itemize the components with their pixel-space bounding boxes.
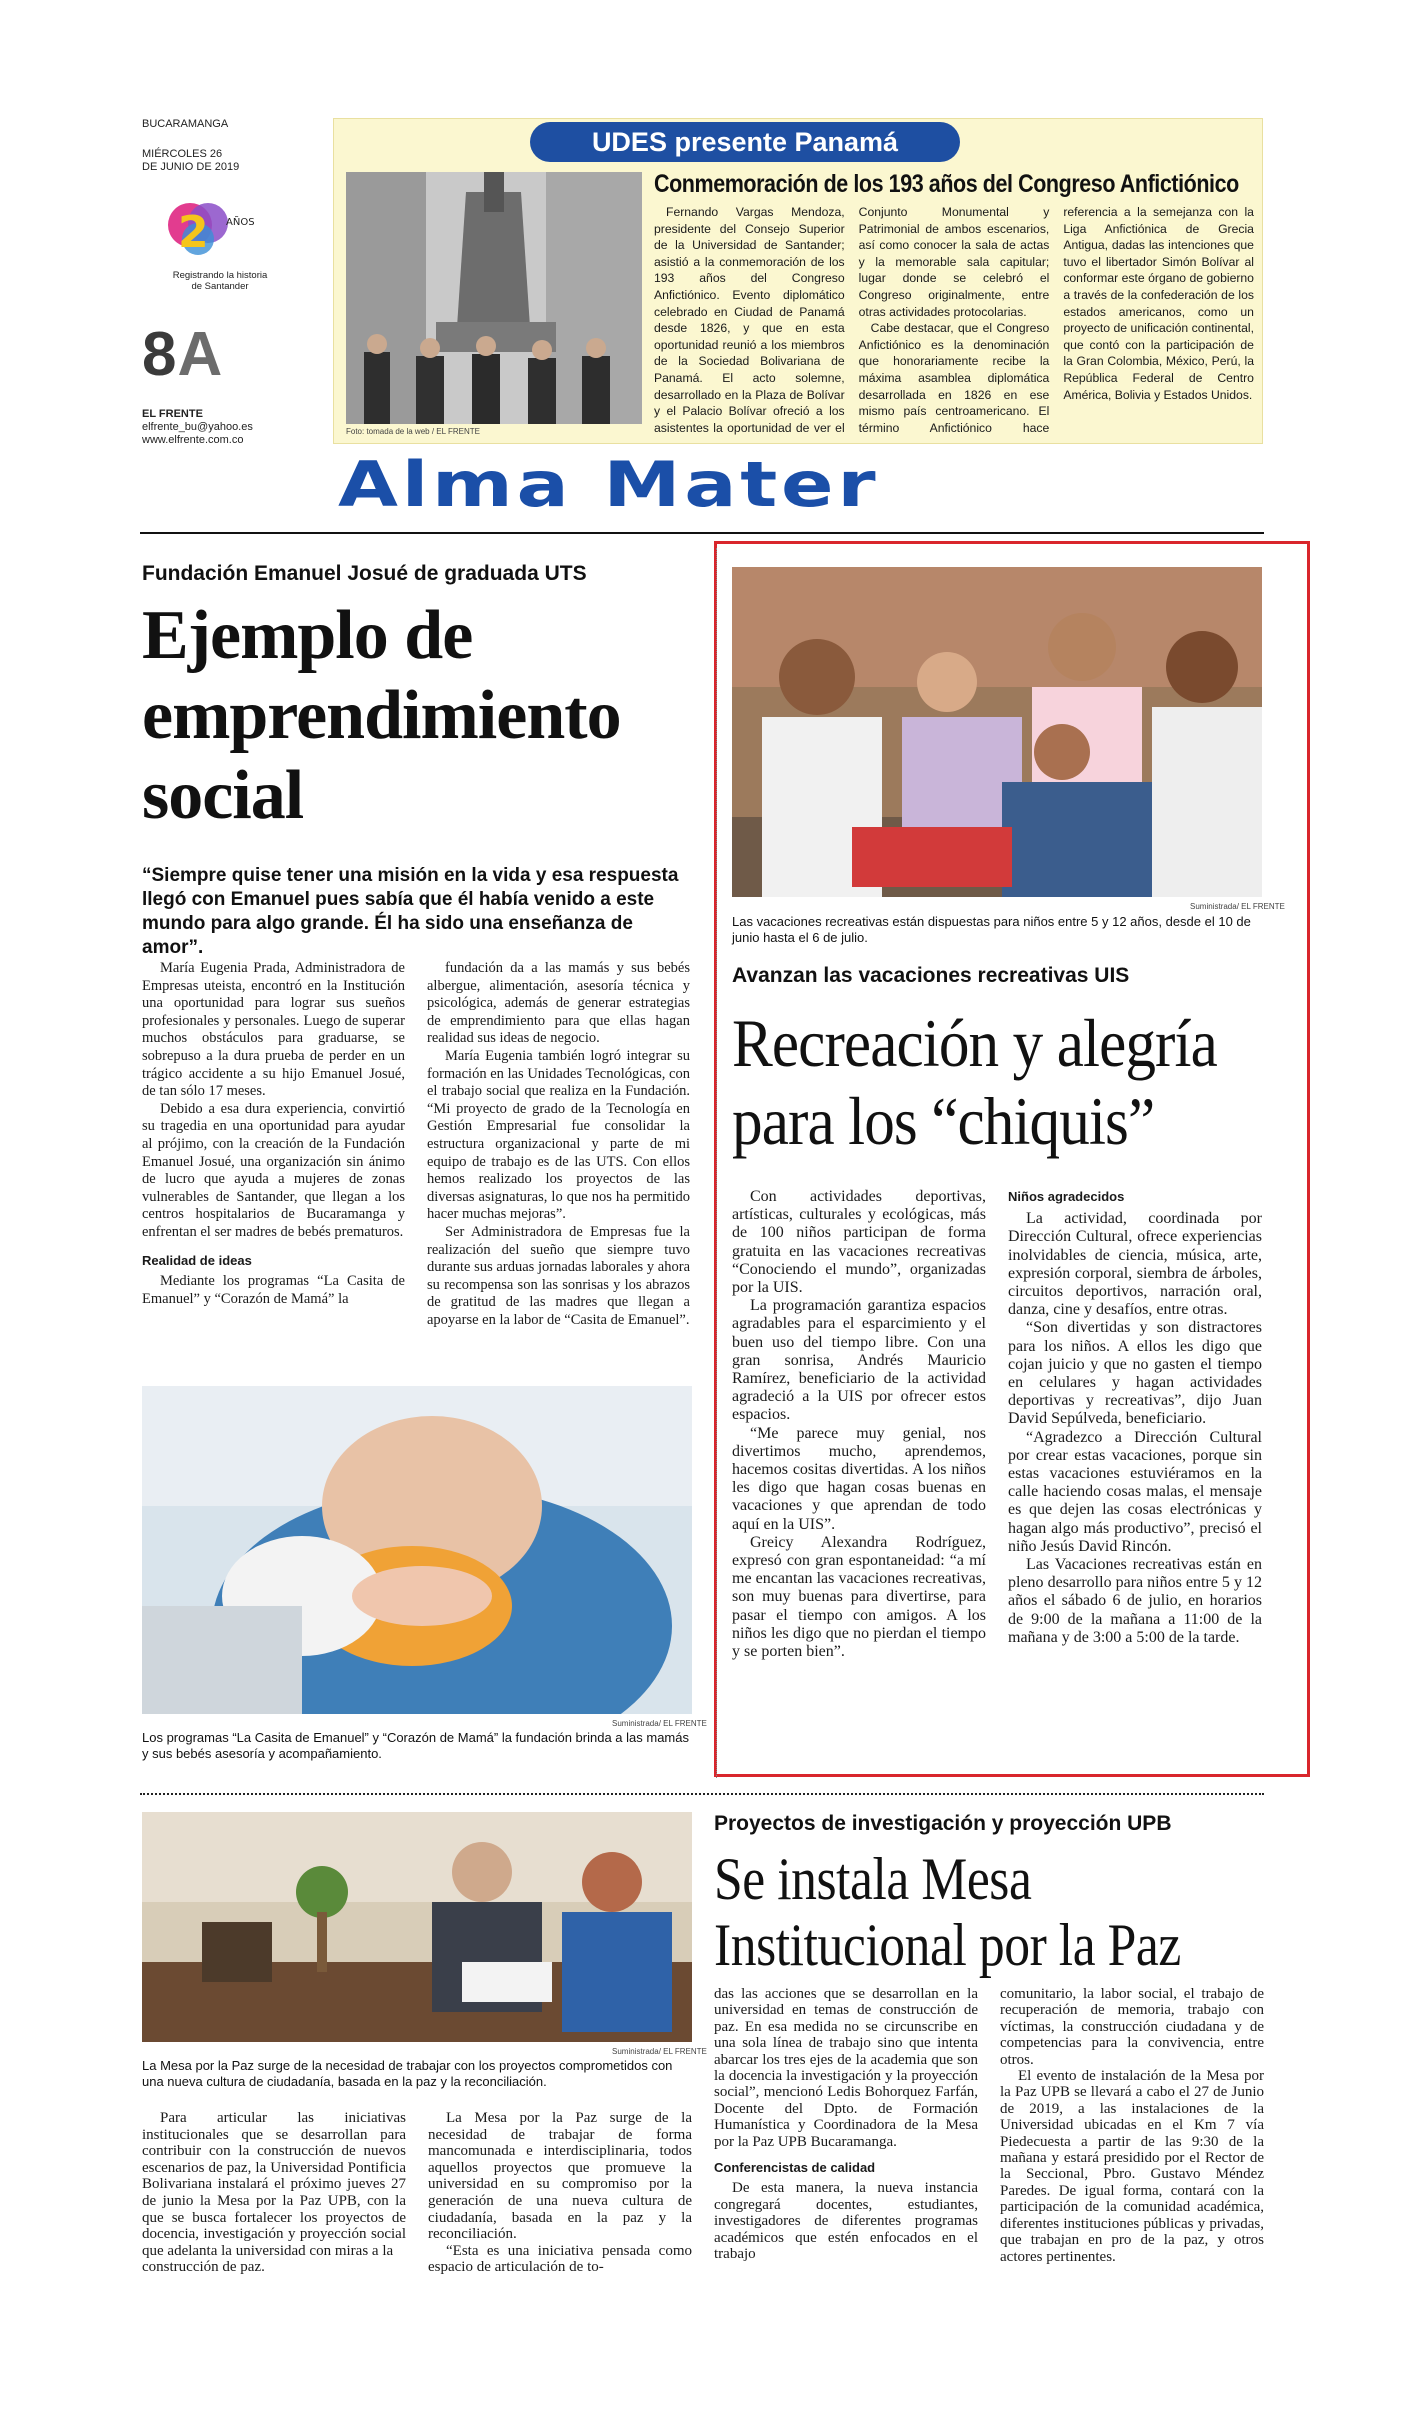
- page-number: [142, 320, 223, 390]
- upb-paragraph: El evento de instalación de la Mesa por la Paz UPB se llevará a cabo el 27 de Junio de 2019, a las instalaciones de la Universidad ubicadas en el Km 7 vía Piedecuesta a partir de las 9:30 de la mañana y estará presidido por el Rector de la Seccional, Pbro. Gustavo Méndez Paredes. De igual forma, contará con la participación de la comunidad académica, diferentes instituciones públicas y privadas, que trabajan en pro de la paz, y otros actores pertinentes.: [1000, 2068, 1264, 2265]
- svg-text:AÑOS: AÑOS: [226, 217, 255, 228]
- uis-paragraph: La actividad, coordinada por Dirección Cultural, ofrece experiencias inolvidables de ciencia, música, arte, expresión corporal, siembra de árboles, circuitos deportivos, narración oral, danza, cine y desafíos, entre otras.: [1008, 1210, 1262, 1319]
- upb-body-right: [714, 1986, 1264, 2316]
- upb-photo-credit: Suministrada/ EL FRENTE: [612, 2047, 707, 2056]
- uis-paragraph: “Son divertidas y son distractores para los niños. A ellos les digo que cojan juicio y que no gasten el tiempo en celulares y hagan actividades deportivas y recreativas”, dijo Juan David Sepúlveda, beneficiario.: [1008, 1319, 1262, 1428]
- uis-paragraph: La programación garantiza espacios agradables para el esparcimiento y el buen uso del tiempo libre. Con una gran sonrisa, Andrés Mauricio Ramírez, beneficiario de la actividad agradeció a la UIS por ofrecer estos espacios.: [732, 1297, 986, 1424]
- top-story-paragraph: Cabe destacar, que el Congreso Anfictiónico es la denominación que honorariamente recibe la máxima asamblea diplomática desarrollada en 1826 en ese mismo país centroamericano. El término Anfictiónico hace referencia a la semejanza con la Liga Anfictiónica de Grecia Antigua, dadas las intenciones que tuvo el libertador Simón Bolívar al conformar este órgano de gobierno a través de la confederación de los estados americanos, como un proyecto de unificación continental, que contó con la participación de la Gran Colombia, México, Perú, la República Federal de Centro América, Bolivia y Estados Unidos.: [858, 205, 1254, 435]
- uts-paragraph: María Eugenia Prada, Administradora de Empresas uteista, encontró en la Institución una oportunidad para lograr sus sueños profesionales y personales. Luego de superar muchos obstáculos para graduarse, se sobrepuso a la dura prueba de perder en un trágico accidente a su hijo Emanuel Josué, de tan sólo 17 meses.: [142, 960, 405, 1100]
- top-story-paragraph: Fernando Vargas Mendoza, presidente del Consejo Superior de la Universidad de Santander; asistió a la conmemoración de los 193 años del Congreso Anfictiónico. Evento diplomático celebrado en Ciudad de Panamá desde 1826, y que en esta oportunidad reunió a los miembros de la Sociedad Bolivariana de Panamá. El acto solemne, desarrollado en la Plaza de Bolívar y el Palacio Bolívar ofreció a los asistentes la oportunidad de ver el Conjunto Monumental y Patrimonial de ambos escenarios, así como conocer la sala de actas y la memorable sala capitular; lugar donde se celebró el Congreso originalmente, entre otras actividades protocolarias.: [654, 205, 1050, 435]
- uis-body: [732, 1188, 1262, 1768]
- uis-paragraph: Con actividades deportivas, artísticas, culturales y ecológicas, más de 100 niños participan de forma gratuita en las vacaciones recreativas “Conociendo el mundo”, organizadas por la UIS.: [732, 1188, 986, 1297]
- uts-paragraph: fundación da a las mamás y sus bebés albergue, alimentación, asesoría técnica y psicológica, además de generar estrategias de emprendimiento para que ellas hagan realidad sus ideas de negocio.: [427, 960, 690, 1047]
- section-rule: [140, 532, 1264, 534]
- uts-body: [142, 960, 690, 1370]
- column-divider: [716, 548, 717, 1778]
- page-number-digit: 8: [142, 320, 178, 389]
- top-photo-credit: Foto: tomada de la web / EL FRENTE: [346, 427, 480, 436]
- top-story-title: Conmemoración de los 193 años del Congreso Anfictiónico: [654, 170, 1239, 198]
- upb-headline-line: Se instala Mesa: [714, 1846, 1032, 1912]
- children-photo: [732, 567, 1262, 897]
- paper-name: EL FRENTE: [142, 408, 203, 420]
- uis-paragraph: “Me parece muy genial, nos divertimos mucho, aprendemos, hacemos cositas divertidas. A los niños les digo que hagan cosas buenas en vacaciones y que aprendan de todo aquí en la UIS”.: [732, 1424, 986, 1533]
- upb-kicker: Proyectos de investigación y proyección UPB: [714, 1812, 1172, 1835]
- upb-body-left: [142, 2110, 692, 2310]
- upb-paragraph: Para articular las iniciativas institucionales que se desarrollan para contribuir con la construcción de nuevos escenarios de paz, la Universidad Pontificia Bolivariana instalará el próximo jueves 27 de junio la Mesa por la Paz UPB, con la que se busca fortalecer los proyectos de docencia, investigación y proyección social que adelanta la universidad con miras a la: [142, 2110, 406, 2259]
- uts-headline-line: social: [142, 757, 304, 834]
- uis-paragraph: Greicy Alexandra Rodríguez, expresó con gran espontaneidad: “a mí me encantan las vacaciones recreativas, son muy buenas para divertirse, para pasar el tiempo con amigos. A los niños les digo que no pierdan el tiempo y se porten bien”.: [732, 1533, 986, 1661]
- logo-tagline: Registrando la historia de Santander: [172, 270, 268, 292]
- upb-headline: [714, 1846, 1181, 1978]
- monument-photo: [346, 172, 642, 424]
- upb-headline-line: Institucional por la Paz: [714, 1912, 1181, 1978]
- uts-paragraph: Debido a esa dura experiencia, convirtió su tragedia en una oportunidad para ayudar al prójimo, con la creación de la Fundación Emanuel Josué, una organización sin ánimo de lucro que ayuda a mujeres de zonas vulnerables de Santander, que llegan a los centros hospitalarios de Bucaramanga y enfrentan el ser madres de bebés prematuros.: [142, 1100, 405, 1240]
- uis-headline-line: Recreación y alegría: [732, 1005, 1217, 1081]
- upb-caption: La Mesa por la Paz surge de la necesidad de trabajar con los proyectos comprometidos con una nueva cultura de ciudadanía, basada en la paz y la reconciliación.: [142, 2058, 673, 2089]
- upb-paragraph: La Mesa por la Paz surge de la necesidad de trabajar de forma mancomunada e interdisciplinaria, todos aquellos proyectos que promueve la universidad en su compromiso por la generación de una nueva cultura de ciudadanía, basada en la paz y la reconciliación.: [428, 2110, 692, 2243]
- uis-headline: [732, 1004, 1217, 1160]
- upb-paragraph: “Esta es una iniciativa pensada como espacio de articulación de to-: [428, 2242, 692, 2276]
- story-divider: [140, 1793, 1264, 1795]
- uis-paragraph: Las Vacaciones recreativas están en pleno desarrollo para niños entre 5 y 12 años el sábado 6 de julio, en horarios de 9:00 de la mañana a 11:00 de la mañana y de 3:00 a 5:00 de la tarde.: [1008, 1556, 1262, 1646]
- uts-caption: Los programas “La Casita de Emanuel” y “Corazón de Mamá” la fundación brinda a las mamás y sus bebés asesoría y acompañamiento.: [142, 1730, 689, 1761]
- top-story-body: [654, 204, 1254, 438]
- uis-caption: Las vacaciones recreativas están dispuestas para niños entre 5 y 12 años, desde el 10 de junio hasta el 6 de julio.: [732, 914, 1251, 945]
- uts-subhead: Realidad de ideas: [142, 1252, 252, 1268]
- upb-paragraph: De esta manera, la nueva instancia congregará docentes, estudiantes, investigadores de diferentes programas académicos que estén enfocados en el trabajo: [714, 2180, 978, 2263]
- uts-headline: [142, 596, 621, 836]
- meeting-photo: [142, 1812, 692, 2042]
- uis-subhead: Niños agradecidos: [1008, 1189, 1125, 1204]
- uis-photo-credit: Suministrada/ EL FRENTE: [1190, 902, 1285, 911]
- uts-headline-line: Ejemplo de: [142, 597, 473, 674]
- uts-paragraph: Mediante los programas “La Casita de Emanuel” y “Corazón de Mamá” la: [142, 1273, 405, 1307]
- uis-headline-line: para los “chiquis”: [732, 1083, 1155, 1159]
- uis-kicker: Avanzan las vacaciones recreativas UIS: [732, 964, 1130, 987]
- section-title: Alma Mater: [338, 448, 880, 521]
- paper-email[interactable]: elfrente_bu@yahoo.es: [142, 421, 253, 433]
- uts-paragraph: María Eugenia también logró integrar su formación en las Unidades Tecnológicas, con el trabajo social que realiza en la Fundación. “Mi proyecto de grado de la Tecnología en Gestión Empresarial fue consolidar la estructura organizacional y parte de mi equipo de trabajo es de las UTS. Con ellos hemos realizado los proyectos de las diversas asignaturas, lo que nos ha permitido hacer muchas mejoras”.: [427, 1047, 690, 1223]
- upb-subhead: Conferencistas de calidad: [714, 2160, 876, 2176]
- uts-paragraph: Ser Administradora de Empresas fue la realización del sueño que siempre tuvo durante sus arduas jornadas laborales y ahora su recompensa son las sonrisas y los abrazos de gratitud de las madres que llegan a apoyarse en la labor de “Casita de Emanuel”.: [427, 1223, 690, 1328]
- page-number-letter: A: [177, 320, 224, 389]
- paper-website[interactable]: www.elfrente.com.co: [142, 434, 244, 446]
- top-banner: UDES presente Panamá: [530, 122, 960, 162]
- upb-paragraph: das las acciones que se desarrollan en la universidad en temas de construcción de paz. En esa medida no se circunscribe en una sola línea de trabajo sino que intenta abarcar los tres ejes de la academia que son la docencia la investigación y la proyección social”, mencionó Ledis Bohorquez Farfán, Docente del Dpto. de Formación Humanística y Coordinadora de la Mesa por la Paz UPB Bucaramanga.: [714, 1986, 978, 2150]
- date-line-2: DE JUNIO DE 2019: [142, 161, 240, 173]
- upb-paragraph: comunitario, la labor social, el trabajo de recuperación de memoria, trabajo con víctimas, la construcción ciudadana y de competencias para la convivencia, entre otros.: [1000, 1986, 1264, 2068]
- date-line-1: MIÉRCOLES 26: [142, 148, 223, 160]
- svg-text:2: 2: [178, 207, 209, 258]
- uts-deck: “Siempre quise tener una misión en la vida y esa respuesta llegó con Emanuel pues sabía que él había venido a este mundo para algo grande. Él ha sido una enseñanza de amor”.: [142, 865, 679, 958]
- uts-kicker: Fundación Emanuel Josué de graduada UTS: [142, 562, 587, 585]
- city-label: BUCARAMANGA: [142, 118, 229, 130]
- uis-paragraph: “Agradezco a Dirección Cultural por crear estas vacaciones, porque sin estas vacaciones estuviéramos en la calle haciendo cosas malas, el mensaje es que dejen las cosas electrónicas y hagan algo más productivo”, precisó el niño Jesús David Rincón.: [1008, 1428, 1262, 1555]
- uts-headline-line: emprendimiento: [142, 677, 621, 754]
- uts-photo-credit: Suministrada/ EL FRENTE: [612, 1719, 707, 1728]
- upb-paragraph: construcción de paz.: [142, 2259, 265, 2276]
- mother-baby-photo: [142, 1386, 692, 1714]
